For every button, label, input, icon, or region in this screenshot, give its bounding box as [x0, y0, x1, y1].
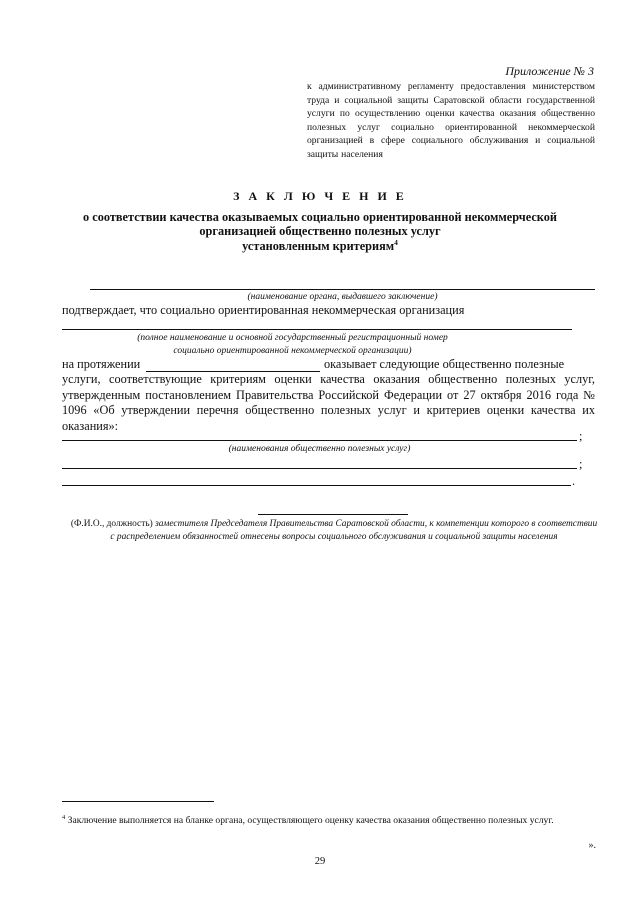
provides-text: оказывает следующие общественно полезные — [324, 357, 565, 371]
subtitle-line-1: о соответствии качества оказываемых социально ориентированной некоммерческой — [83, 210, 557, 224]
footnote-mark: 4 — [62, 813, 66, 821]
organ-name-field — [90, 289, 595, 290]
services-field-2 — [62, 468, 577, 469]
footnote-separator — [62, 801, 214, 802]
organization-name-field — [62, 329, 572, 330]
confirms-text: подтверждает, что социально ориентированная некоммерческая организация — [62, 303, 465, 317]
appendix-label: Приложение № 3 — [505, 64, 594, 78]
closing-quote: ». — [588, 840, 596, 851]
services-field-3 — [62, 485, 571, 486]
signature-caption — [70, 518, 598, 543]
services-caption: (наименования общественно полезных услуг) — [228, 444, 411, 454]
appendix-text: к административному регламенту предоставления министерством труда и социальной защиты Саратовской области государственной услуги по осуществлению оценки качества оказания общественно полезных услуг социально ориентированной некоммерческой организацией в сфере социального обслуживания и социальной защиты населения — [307, 81, 595, 160]
organ-name-caption: (наименование органа, выдавшего заключение) — [247, 292, 438, 302]
organization-caption: (полное наименование и основной государственный регистрационный номер социально ориентированной некоммерческой организации) — [137, 333, 448, 356]
services-semicolon-1: ; — [579, 429, 583, 443]
subtitle-line-2: организацией общественно полезных услуг — [199, 224, 441, 239]
signature-prefix: (Ф.И.О., должность) — [70, 519, 153, 529]
document-title: З А К Л Ю Ч Е Н И Е — [233, 189, 407, 203]
during-text: на протяжении — [62, 357, 141, 371]
services-field-1 — [62, 440, 577, 441]
subtitle-line-3-text: установленным критериям — [242, 238, 395, 253]
services-period: . — [572, 474, 576, 488]
footnote-text: Заключение выполняется на бланке органа, осуществляющего оценку качества оказания общественно полезных услуг. — [67, 815, 554, 826]
services-semicolon-2: ; — [579, 457, 583, 471]
footnote — [62, 814, 595, 828]
subtitle-footnote-mark: 4 — [394, 237, 398, 247]
signature-text: заместителя Председателя Правительства Саратовской области, к компетенции которого в соответствии с распределением обязанностей отнесены вопросы социального обслуживания и социальной защиты населения — [110, 519, 598, 542]
signature-field — [258, 514, 408, 515]
criteria-paragraph: услуги, соответствующие критериям оценки качества оказания общественно полезных услуг, утвержденным постановлением Правительства Российской Федерации от 27 октября 2016 года № 1096 «Об утверждении перечня общественно полезных услуг и критериев оценки качества их оказания»: — [62, 372, 595, 433]
page-number: 29 — [314, 856, 326, 867]
subtitle-line-3 — [60, 239, 580, 253]
document-subtitle — [60, 210, 580, 253]
